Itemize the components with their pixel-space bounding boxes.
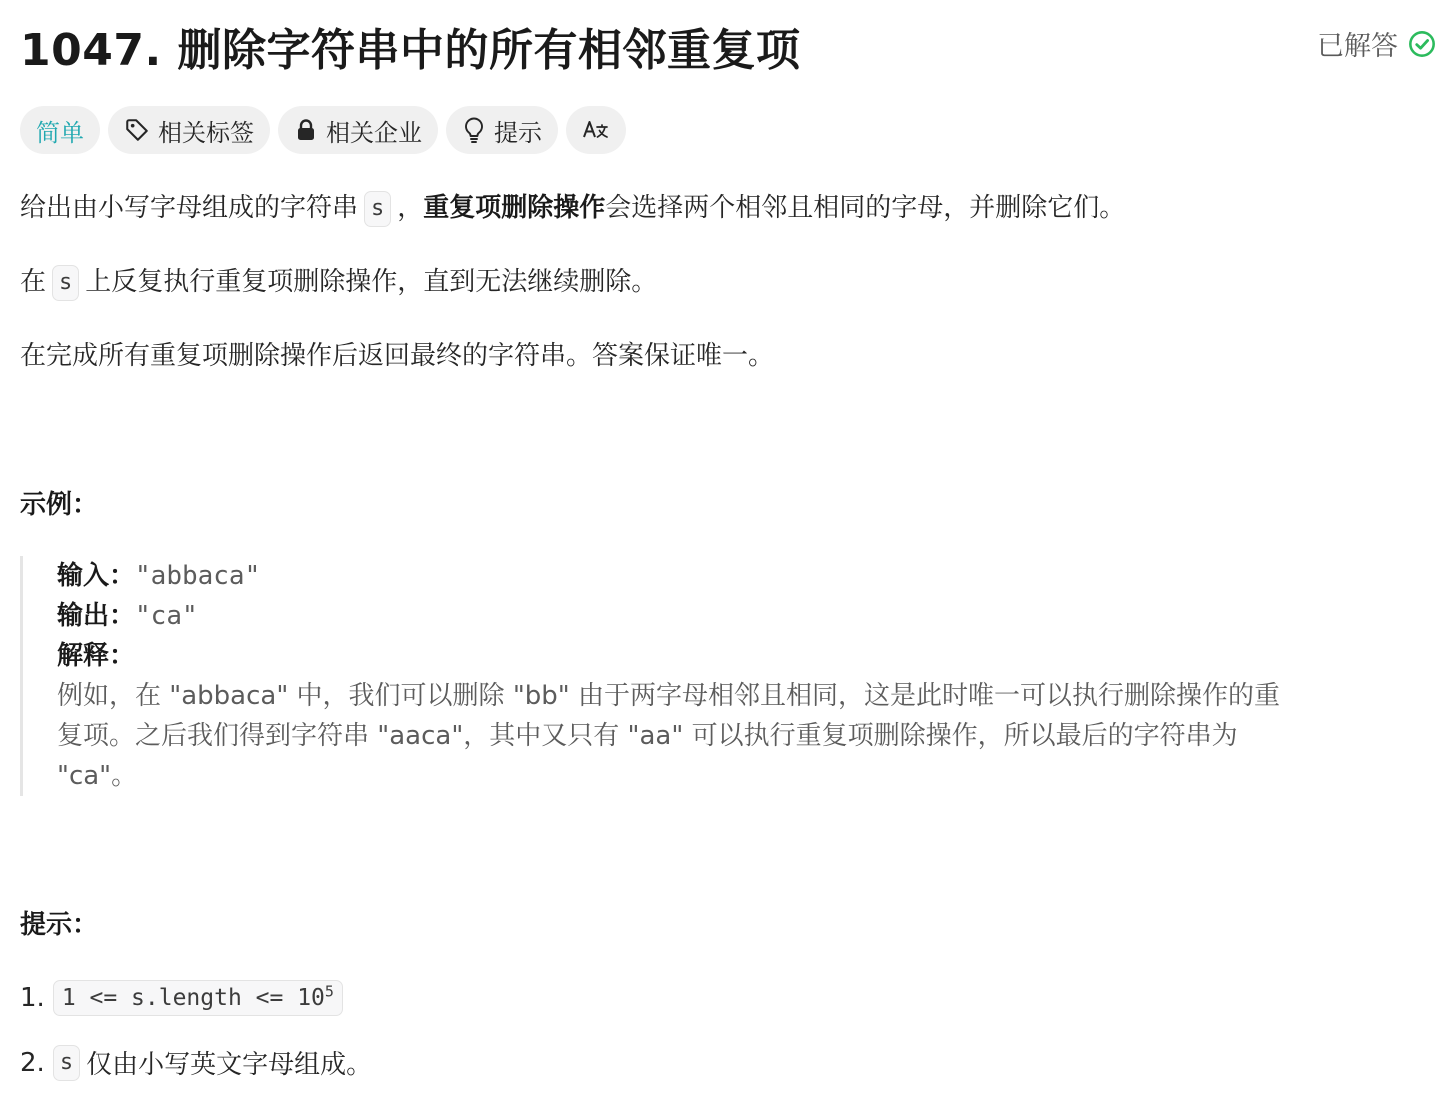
description-paragraph-3: 在完成所有重复项删除操作后返回最终的字符串。答案保证唯一。 [20,341,775,371]
list-item-number: 1. [20,983,45,1013]
difficulty-label: 简单 [36,118,84,147]
example-input-value: "abbaca" [135,561,261,591]
related-companies-label: 相关企业 [326,118,422,147]
solved-status-label: 已解答 [1317,31,1398,62]
list-item-number: 2. [20,1047,45,1078]
example-block [20,556,1436,796]
lock-icon [294,117,318,143]
p1-comma: ， [397,193,424,223]
example-input-label: 输入： [57,561,136,591]
p1-prefix: 给出由小写字母组成的字符串 [20,193,359,223]
p2-suffix: 上反复执行重复项删除操作，直到无法继续删除。 [85,267,658,297]
example-heading: 示例： [20,490,99,520]
example-output-label: 输出： [57,601,136,631]
inline-code: s [53,1045,80,1081]
description-paragraph-1 [20,188,1125,228]
related-companies-button[interactable] [278,106,438,154]
translate-icon [582,118,610,142]
example-explanation [57,676,1427,796]
example-explanation-label: 解释： [57,641,136,671]
list-item [20,980,343,1016]
description-paragraph-2 [20,262,657,302]
p1-bold-term: 重复项删除操作 [423,193,606,223]
list-item [20,1044,372,1081]
example-explanation-label-line [57,636,1436,676]
example-explanation-line: 例如，在 "abbaca" 中，我们可以删除 "bb" 由于两字母相邻且相同，这是此时唯一可以执行删除操作的重 [57,681,1281,711]
example-explanation-line: 复项。之后我们得到字符串 "aaca"，其中又只有 "aa" 可以执行重复项删除操作，所以最后的字符串为 [57,721,1238,751]
related-tags-label: 相关标签 [158,118,254,147]
hint-label: 提示 [494,118,542,147]
constraint-code-text: 1 <= s.length <= 10 [61,985,325,1011]
example-input-line [57,556,1436,596]
tag-icon [124,117,150,143]
example-output-value: "ca" [135,601,198,631]
translate-button[interactable] [566,106,626,154]
solved-status[interactable] [1317,24,1436,63]
p1-suffix: 会选择两个相邻且相同的字母，并删除它们。 [605,193,1126,223]
example-output-line [57,596,1436,636]
related-tags-button[interactable] [108,106,270,154]
constraint-code [53,980,343,1016]
difficulty-badge[interactable] [20,106,100,154]
problem-header [20,0,1436,100]
p2-prefix: 在 [20,267,47,297]
example-explanation-line: "ca"。 [57,761,138,791]
inline-code: s [52,265,79,301]
hint-button[interactable] [446,106,558,154]
constraint-text: 仅由小写英文字母组成。 [86,1050,373,1080]
tag-row [20,106,626,154]
inline-code: s [364,191,391,227]
lightbulb-icon [462,116,486,144]
problem-description-panel [20,0,1436,1080]
check-circle-icon [1408,30,1436,58]
constraint-exponent: 5 [324,982,334,1001]
problem-title: 1047. 删除字符串中的所有相邻重复项 [20,25,801,76]
constraints-heading: 提示： [20,910,99,940]
